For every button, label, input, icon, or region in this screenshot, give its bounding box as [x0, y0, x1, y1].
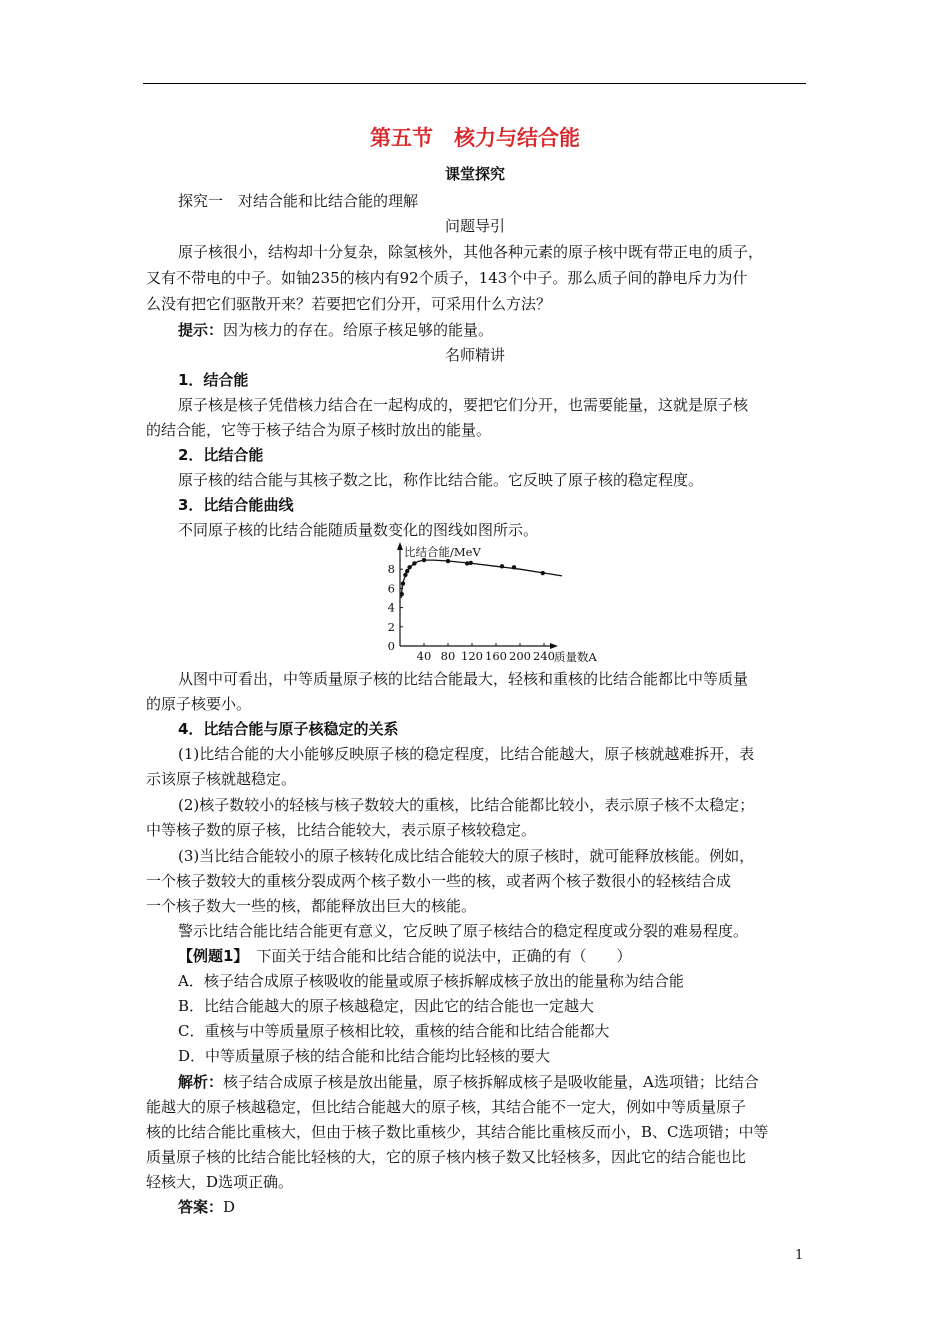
header-rule	[143, 83, 806, 84]
y-axis-arrow	[397, 542, 403, 550]
answer-text: D	[223, 1198, 236, 1216]
binding-energy-chart	[355, 540, 597, 664]
x-tick-label: 120	[461, 649, 483, 663]
paragraph-line: 原子核是核子凭借核力结合在一起构成的，要把它们分开，也需要能量，这就是原子核	[178, 396, 749, 414]
page-title: 第五节 核力与结合能	[370, 126, 580, 150]
paragraph-line: 从图中可看出，中等质量原子核的比结合能最大，轻核和重核的比结合能都比中等质量	[178, 670, 749, 688]
teacher-heading: 名师精讲	[444, 346, 505, 364]
data-point	[412, 561, 416, 565]
y-tick-label: 8	[387, 562, 395, 577]
example-text: 下面关于结合能和比结合能的说法中，正确的有（ ）	[256, 947, 632, 965]
data-point	[400, 592, 404, 596]
option-b: B．比结合能越大的原子核越稳定，因此它的结合能也一定越大	[178, 997, 595, 1015]
hint-line	[178, 320, 493, 340]
y-tick-label: 4	[387, 600, 395, 615]
paragraph-line: 一个核子数大一些的核，都能释放出巨大的核能。	[146, 897, 477, 915]
x-tick-label: 240	[533, 649, 555, 663]
paragraph-line: 的原子核要小。	[146, 695, 252, 713]
data-point	[405, 569, 409, 573]
analysis-label: 解析：	[178, 1073, 224, 1091]
x-axis-label: 质量数A	[554, 650, 597, 664]
subheading: 2．比结合能	[178, 446, 264, 464]
paragraph-line: (3)当比结合能较小的原子核转化成比结合能较大的原子核时，就可能释放核能。例如，	[178, 847, 755, 865]
paragraph-line: 中等核子数的原子核，比结合能较大，表示原子核较稳定。	[146, 821, 537, 839]
section-heading: 课堂探究	[444, 165, 505, 183]
data-point	[403, 573, 407, 577]
paragraph-line: (2)核子数较小的轻核与核子数较大的重核，比结合能都比较小，表示原子核不太稳定；	[178, 796, 755, 814]
page-number: 1	[795, 1248, 804, 1263]
paragraph-line: 示该原子核就越稳定。	[146, 770, 297, 788]
x-tick-label: 80	[440, 649, 456, 663]
analysis-line: 能越大的原子核越稳定，但比结合能越大的原子核，其结合能不一定大，例如中等质量原子	[146, 1098, 747, 1116]
paragraph-line: 原子核的结合能与其核子数之比，称作比结合能。它反映了原子核的稳定程度。	[178, 471, 704, 489]
data-point	[446, 559, 450, 563]
data-point	[541, 571, 545, 575]
warning-line: 警示比结合能比结合能更有意义，它反映了原子核结合的稳定程度或分裂的难易程度。	[178, 922, 749, 940]
y-tick-label: 0	[387, 639, 395, 653]
subheading: 1．结合能	[178, 371, 249, 389]
option-d: D．中等质量原子核的结合能和比结合能均比轻核的要大	[178, 1047, 551, 1065]
option-a: A．核子结合成原子核吸收的能量或原子核拆解成核子放出的能量称为结合能	[178, 972, 684, 990]
analysis-line: 核的比结合能比重核大，但由于核子数比重核少，其结合能比重核反而小，B、C选项错；中等	[146, 1123, 769, 1141]
analysis-line: 轻核大，D选项正确。	[146, 1173, 294, 1191]
example-question	[178, 946, 631, 966]
y-tick-label: 6	[387, 581, 395, 596]
explore-heading: 探究一 对结合能和比结合能的理解	[178, 192, 419, 210]
x-tick-label: 40	[416, 649, 432, 663]
data-point	[469, 561, 473, 565]
chart-curve-group	[401, 560, 562, 598]
chart-points-group	[400, 558, 545, 596]
paragraph-line: 的结合能，它等于核子结合为原子核时放出的能量。	[146, 421, 492, 439]
data-point	[407, 565, 411, 569]
binding-energy-curve	[401, 560, 562, 598]
paragraph-line: 又有不带电的中子。如铀235的核内有92个质子，143个中子。那么质子间的静电斥力为什	[146, 269, 748, 287]
analysis-line	[178, 1072, 759, 1092]
example-label: 【例题1】	[178, 947, 249, 965]
hint-label: 提示：	[178, 321, 224, 339]
analysis-line: 质量原子核的比结合能比轻核的大，它的原子核内核子数又比轻核多，因此它的结合能也比	[146, 1148, 747, 1166]
paragraph-line: (1)比结合能的大小能够反映原子核的稳定程度，比结合能越大，原子核就越难拆开，表	[178, 745, 755, 763]
paragraph-line: 原子核很小，结构却十分复杂，除氢核外，其他各种元素的原子核中既有带正电的质子，	[178, 243, 764, 261]
paragraph-line: 么没有把它们驱散开来？若要把它们分开，可采用什么方法？	[146, 295, 552, 313]
answer-label: 答案：	[178, 1198, 224, 1216]
y-tick-label: 2	[387, 619, 395, 634]
answer-line	[178, 1197, 235, 1217]
subheading: 4．比结合能与原子核稳定的关系	[178, 720, 399, 738]
hint-text: 因为核力的存在。给原子核足够的能量。	[223, 321, 494, 339]
paragraph-line: 一个核子数较大的重核分裂成两个核子数小一些的核，或者两个核子数很小的轻核结合成	[146, 872, 732, 890]
subheading: 3．比结合能曲线	[178, 496, 294, 514]
data-point	[512, 565, 516, 569]
y-axis-label: 比结合能/MeV	[404, 545, 481, 559]
paragraph-line: 不同原子核的比结合能随质量数变化的图线如图所示。	[178, 521, 539, 539]
data-point	[500, 564, 504, 568]
x-tick-label: 160	[485, 649, 507, 663]
data-point	[401, 581, 405, 585]
x-tick-label: 200	[509, 649, 531, 663]
guide-heading: 问题导引	[444, 217, 505, 235]
analysis-text: 核子结合成原子核是放出能量，原子核拆解成核子是吸收能量，A选项错；比结合	[223, 1073, 759, 1091]
option-c: C．重核与中等质量原子核相比较，重核的结合能和比结合能都大	[178, 1022, 610, 1040]
